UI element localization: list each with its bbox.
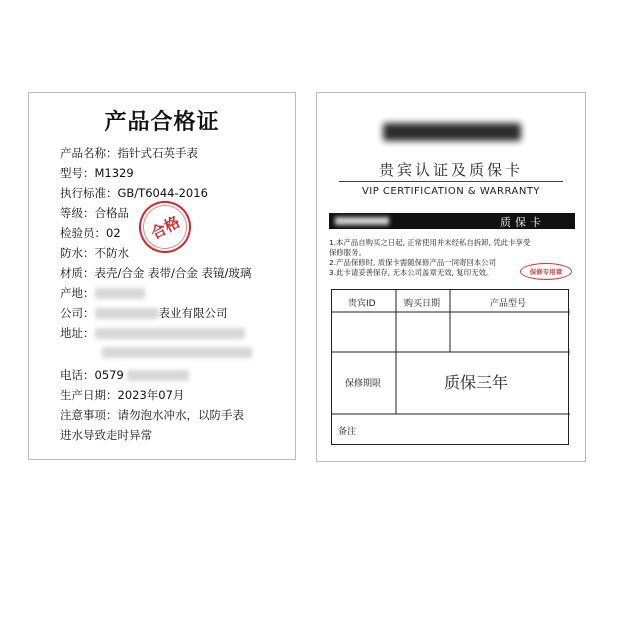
- term-line: 2.产品保修时, 质保卡需随保修产品一同寄回本公司: [329, 258, 496, 267]
- warranty-header-bar: [329, 213, 575, 229]
- product-certificate-card: [28, 92, 296, 460]
- warranty-period-value: 质保三年: [444, 373, 509, 392]
- qualified-stamp: 合格: [130, 192, 200, 262]
- warranty-subtitle: VIP CERTIFICATION & WARRANTY: [361, 186, 541, 197]
- term-line: 保修服务。: [329, 248, 366, 257]
- waterproof-line: 防水：不防水: [60, 246, 129, 260]
- notice-line-1: 注意事项：请勿泡水冲水，以防手表: [60, 408, 244, 422]
- address-line: [60, 325, 245, 341]
- standard-line: 执行标准：GB/T6044-2016: [60, 186, 208, 200]
- term-line: 3.此卡请妥善保存, 无本公司盖章无效, 复印无效。: [329, 268, 494, 277]
- divider: [339, 181, 563, 182]
- purchase-date-header: 购买日期: [404, 299, 441, 309]
- warranty-title: 贵宾认证及质保卡: [378, 161, 523, 179]
- redacted-origin: [95, 288, 145, 299]
- phone-line: [60, 367, 189, 383]
- model-line: 型号：M1329: [60, 166, 134, 180]
- production-date-line: 生产日期：2023年07月: [60, 388, 185, 402]
- company-label: 公司：: [60, 306, 95, 320]
- redacted-address-2: [102, 347, 252, 358]
- warranty-period-label: 保修期限: [345, 379, 382, 389]
- address-line-2: [60, 345, 252, 359]
- company-suffix: 表业有限公司: [158, 306, 228, 320]
- product-name-line: 产品名称：指针式石英手表: [60, 146, 198, 160]
- warranty-seal-stamp: 保修专用章: [520, 263, 572, 280]
- term-line: 1.本产品自购买之日起, 正常使用并未经私自拆卸, 凭此卡享受: [329, 238, 531, 247]
- warranty-bar-label: 质保卡: [500, 216, 545, 229]
- redacted-address-1: [95, 328, 245, 339]
- phone-label: 电话：0579: [60, 368, 124, 382]
- origin-label: 产地：: [60, 286, 95, 300]
- grade-line: 等级：合格品: [60, 206, 129, 220]
- inspector-line: 检验员：02: [60, 226, 121, 240]
- material-line: 材质：表壳/合金 表带/合金 表镜/玻璃: [60, 266, 252, 280]
- origin-line: [60, 285, 145, 301]
- product-model-header: 产品型号: [490, 299, 527, 309]
- remarks-label: 备注: [338, 427, 357, 437]
- redacted-brand-logo: [383, 123, 521, 141]
- warranty-card: [316, 92, 586, 462]
- notice-line-2: 进水导致走时异常: [60, 428, 152, 442]
- redacted-company-name: [95, 308, 159, 319]
- vip-id-header: 贵宾ID: [348, 299, 376, 309]
- address-label: 地址：: [60, 326, 95, 340]
- certificate-title: 产品合格证: [104, 110, 220, 135]
- redacted-phone: [127, 370, 189, 381]
- redacted-brand-name: [335, 217, 389, 225]
- table-grid: [332, 290, 570, 446]
- company-line: [60, 305, 228, 321]
- warranty-table: [331, 289, 569, 445]
